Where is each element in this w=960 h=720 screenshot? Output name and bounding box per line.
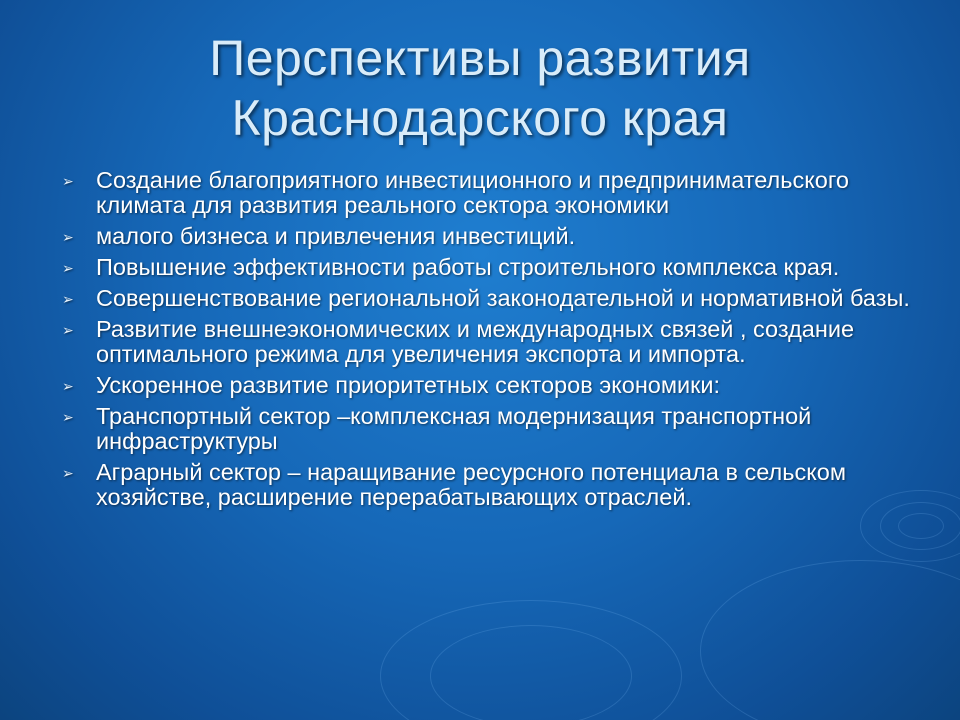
bullet-text: Транспортный сектор –комплексная модернизация транспортной инфраструктуры (96, 403, 812, 454)
bullet-list (60, 168, 920, 516)
bullet-text: Создание благоприятного инвестиционного и предпринимательского климата для развития реального сектора экономики (96, 167, 849, 218)
chevron-arrow-icon: ➢ (62, 409, 74, 425)
title-line-2: Краснодарского края (231, 90, 729, 146)
bullet-item (60, 255, 920, 280)
bullet-item (60, 373, 920, 398)
chevron-arrow-icon: ➢ (62, 378, 74, 394)
bullet-text: Совершенствование региональной законодательной и нормативной базы. (96, 285, 910, 311)
chevron-arrow-icon: ➢ (62, 260, 74, 276)
slide-title (80, 28, 880, 148)
title-line-1: Перспективы развития (209, 30, 751, 86)
chevron-arrow-icon: ➢ (62, 229, 74, 245)
chevron-arrow-icon: ➢ (62, 291, 74, 307)
bullet-item (60, 224, 920, 249)
bullet-item (60, 286, 920, 311)
bullet-text: Аграрный сектор – наращивание ресурсного потенциала в сельском хозяйстве, расширение перерабатывающих отраслей. (96, 459, 846, 510)
water-ripple-decoration (700, 560, 960, 720)
chevron-arrow-icon: ➢ (62, 173, 74, 189)
bullet-text: Развитие внешнеэкономических и международных связей , создание оптимального режима для увеличения экспорта и импорта. (96, 316, 855, 367)
water-ripple-decoration (898, 513, 944, 539)
chevron-arrow-icon: ➢ (62, 322, 74, 338)
bullet-text: Ускоренное развитие приоритетных секторов экономики: (96, 372, 721, 398)
bullet-item (60, 460, 920, 510)
bullet-item (60, 168, 920, 218)
water-ripple-decoration (380, 600, 682, 720)
bullet-item (60, 404, 920, 454)
water-ripple-decoration (430, 625, 632, 720)
chevron-arrow-icon: ➢ (62, 465, 74, 481)
bullet-text: Повышение эффективности работы строительного комплекса края. (96, 254, 840, 280)
bullet-item (60, 317, 920, 367)
bullet-text: малого бизнеса и привлечения инвестиций. (96, 223, 576, 249)
